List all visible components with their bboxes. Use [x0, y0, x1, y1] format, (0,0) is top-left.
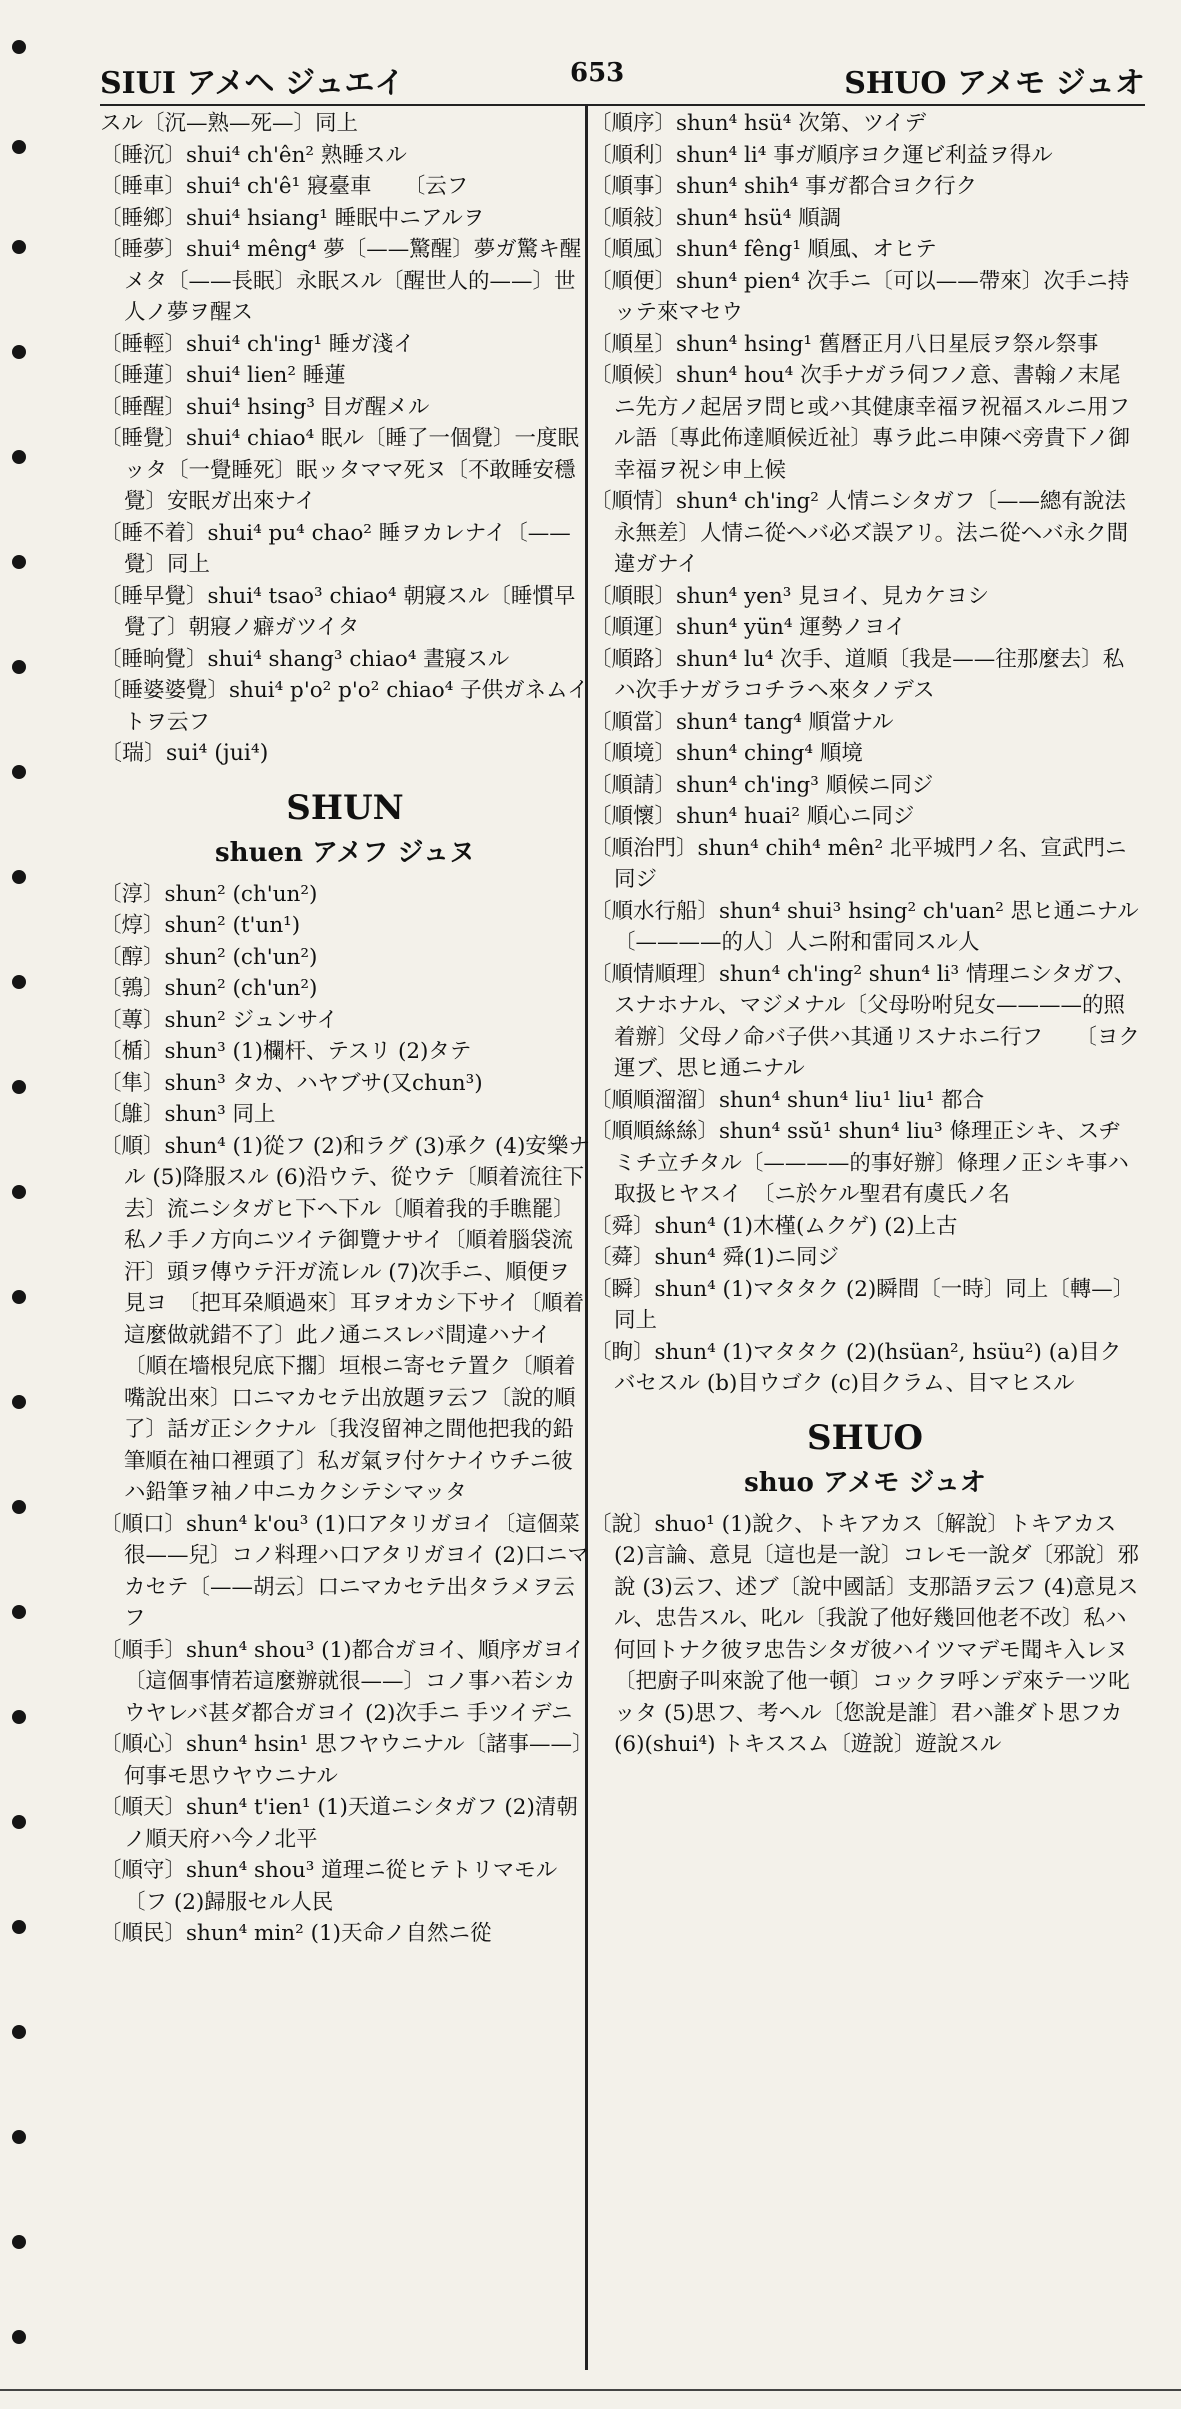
- entry: 〔順順溜溜〕shun⁴ shun⁴ liu¹ liu¹ 都合: [590, 1087, 985, 1113]
- header-right-guide: SHUO アメモ ジュオ: [844, 66, 1145, 101]
- binding-hole: [12, 2235, 26, 2249]
- page-header: [100, 54, 1145, 106]
- binding-hole: [12, 345, 26, 359]
- entry: 〔醇〕shun² (ch'un²): [100, 944, 318, 970]
- entry: 〔順天〕shun⁴ t'ien¹ (1)天道ニシタガフ (2)清朝ノ順天府ハ今ノ北平: [100, 1795, 578, 1852]
- entry: 〔淳〕shun² (ch'un²): [100, 881, 318, 907]
- bottom-edge-line: [0, 2389, 1181, 2391]
- section-subheading-shuo: shuo アメモ ジュオ: [744, 1467, 986, 1498]
- entry: 〔順順絲絲〕shun⁴ ssŭ¹ shun⁴ liu³ 條理正シキ、スヂミチ立チタル〔————的事好辦〕條理ノ正シキ事ハ取扱ヒヤスイ 〔ニ於ケル聖君有虞氏ノ名: [590, 1119, 1129, 1207]
- entry: 〔順便〕shun⁴ pien⁴ 次手ニ〔可以——帶來〕次手ニ持ッテ來マセウ: [590, 268, 1130, 325]
- entry: 〔順情〕shun⁴ ch'ing² 人情ニシタガフ〔——總有說法永無差〕人情ニ從ヘバ必ズ誤アリ。法ニ從ヘバ永ク間違ガナイ: [590, 489, 1129, 577]
- binding-hole: [12, 765, 26, 779]
- header-left-guide: SIUI アメヘ ジュエイ: [100, 66, 405, 101]
- entry: 〔順序〕shun⁴ hsü⁴ 次第、ツイデ: [590, 111, 927, 136]
- entry: 〔舜〕shun⁴ (1)木槿(ムクゲ) (2)上古: [590, 1213, 958, 1239]
- entry: 〔順風〕shun⁴ fêng¹ 順風、オヒテ: [590, 237, 937, 262]
- entry: 〔瞬〕shun⁴ (1)マタタク (2)瞬間〔一時〕同上〔轉—〕同上: [590, 1276, 1135, 1333]
- right-column: [590, 108, 1140, 2369]
- entry: 〔鵻〕shun³ 同上: [100, 1102, 276, 1127]
- entry: 〔隼〕shun³ タカ、ハヤブサ(又chun³): [100, 1070, 483, 1096]
- entry: 〔睡婆婆覺〕shui⁴ p'o² p'o² chiao⁴ 子供ガネムイトヲ云フ: [100, 678, 589, 735]
- entry: 〔說〕shuo¹ (1)說ク、トキアカス〔解說〕トキアカス (2)言論、意見〔這也是一說〕コレモ一說ダ〔邪說〕邪說 (3)云フ、述ブ〔說中國話〕支那語ヲ云フ (4)意見スル、忠告スル、叱ル〔我說了他好幾回他老不改〕私ハ何回トナク彼ヲ忠告シタガ彼ハイツマデモ聞キ入レヌ〔把廚子叫來說了他一頓〕コックヲ呼ンデ來テ一ツ叱ッタ (5)思フ、考ヘル〔您說是誰〕君ハ誰ダト思フカ (6)(shui⁴) トキススム〔遊說〕遊說スル: [590, 1511, 1139, 1757]
- binding-hole: [12, 660, 26, 674]
- entry: 〔睡早覺〕shui⁴ tsao³ chiao⁴ 朝寢スル〔睡慣早覺了〕朝寢ノ癖ガツイタ: [100, 583, 576, 640]
- binding-hole: [12, 1290, 26, 1304]
- entry: 〔順事〕shun⁴ shih⁴ 事ガ都合ヨク行ク: [590, 174, 978, 199]
- binding-hole: [12, 975, 26, 989]
- entry: 〔順運〕shun⁴ yün⁴ 運勢ノヨイ: [590, 615, 907, 640]
- entry: 〔順守〕shun⁴ shou³ 道理ニ從ヒテトリマモル 〔フ (2)歸服セル人民: [100, 1858, 601, 1915]
- entry: 〔順候〕shun⁴ hou⁴ 次手ナガラ伺フノ意、書翰ノ末尾ニ先方ノ起居ヲ問ヒ或ハ其健康幸福ヲ祝福スルニ用フル語〔專此佈達順候近祉〕專ラ此ニ申陳ベ旁貴下ノ御幸福ヲ祝シ申上候: [590, 363, 1131, 483]
- entry: 〔順〕shun⁴ (1)從フ (2)和ラグ (3)承ク (4)安樂ナル (5)降服スル (6)沿ウテ、從ウテ〔順着流往下去〕流ニシタガヒ下ヘ下ル〔順着我的手瞧罷〕私ノ手ノ方向ニツイテ御覽ナサイ〔順着腦袋流汗〕頭ヲ傳ウテ汗ガ流レル (7)次手ニ、順便ヲ見ヨ 〔把耳朶順過來〕耳ヲオカシ下サイ〔順着這麼做就錯不了〕此ノ通ニスレバ間違ハナイ〔順在墻根兒底下擱〕垣根ニ寄セテ置ク〔順着嘴說出來〕口ニマカセテ出放題ヲ云フ〔說的順了〕話ガ正シクナル〔我沒留神之間他把我的鉛筆順在袖口裡頭了〕私ガ氣ヲ付ケナイウチニ彼ハ鉛筆ヲ袖ノ中ニカクシテシマッタ: [100, 1133, 590, 1505]
- entry: 〔睡覺〕shui⁴ chiao⁴ 眠ル〔睡了一個覺〕一度眠ッタ〔一覺睡死〕眠ッタママ死ヌ〔不敢睡安穩覺〕安眠ガ出來ナイ: [100, 426, 580, 514]
- binding-hole: [12, 1605, 26, 1619]
- entry: 〔順懷〕shun⁴ huai² 順心ニ同ジ: [590, 804, 915, 829]
- binding-hole: [12, 870, 26, 884]
- entry: 〔睡夢〕shui⁴ mêng⁴ 夢〔——驚醒〕夢ガ驚キ醒メタ〔——長眠〕永眠スル〔醒世人的——〕世人ノ夢ヲ醒ス: [100, 237, 582, 325]
- binding-hole: [12, 1395, 26, 1409]
- entry: 〔順眼〕shun⁴ yen³ 見ヨイ、見カケヨシ: [590, 583, 990, 609]
- binding-hole: [12, 1185, 26, 1199]
- entry: 〔順利〕shun⁴ li⁴ 事ガ順序ヨク運ビ利益ヲ得ル: [590, 142, 1053, 168]
- entry: 〔瑞〕sui⁴ (jui⁴): [100, 741, 269, 766]
- entry: 〔眴〕shun⁴ (1)マタタク (2)(hsüan², hsüu²) (a)目クバセスル (b)目ウゴク (c)目クラム、目マヒスル: [590, 1339, 1122, 1396]
- entry: 〔順手〕shun⁴ shou³ (1)都合ガヨイ、順序ガヨイ〔這個事情若這麼辦就很——〕コノ事ハ若シカウヤレバ甚ダ都合ガヨイ (2)次手ニ 手ツイデニ: [100, 1637, 585, 1726]
- entry: 〔順境〕shun⁴ ching⁴ 順境: [590, 741, 863, 766]
- left-column: [100, 108, 601, 2369]
- entry: 〔順口〕shun⁴ k'ou³ (1)口アタリガヨイ〔這個菜很——兒〕コノ料理ハ口アタリガヨイ (2)口ニマカセテ〔——胡云〕口ニマカセテ出タラメヲ云フ: [100, 1511, 589, 1631]
- entry: 〔順民〕shun⁴ min² (1)天命ノ自然ニ從: [100, 1921, 492, 1946]
- binding-hole: [12, 1920, 26, 1934]
- entry: 〔楯〕shun³ (1)欄杆、テスリ (2)タテ: [100, 1039, 472, 1064]
- binding-hole: [12, 1080, 26, 1094]
- binding-hole: [12, 2330, 26, 2344]
- section-heading-shun: SHUN: [286, 787, 404, 828]
- entry: 〔順水行船〕shun⁴ shui³ hsing² ch'uan² 思ヒ通ニナル〔————的人〕人ニ附和雷同スル人: [590, 898, 1139, 955]
- entry: 〔焞〕shun² (t'un¹): [100, 913, 301, 938]
- entry: 〔睡鄉〕shui⁴ hsiang¹ 睡眠中ニアルヲ: [100, 205, 485, 231]
- binding-hole: [12, 40, 26, 54]
- entry: 〔睡不着〕shui⁴ pu⁴ chao² 睡ヲカレナイ〔——覺〕同上: [100, 520, 571, 577]
- entry: 〔順星〕shun⁴ hsing¹ 舊曆正月八日星辰ヲ祭ル祭事: [590, 331, 1099, 357]
- entry: 〔順治門〕shun⁴ chih⁴ mên² 北平城門ノ名、宣武門ニ同ジ: [590, 835, 1127, 892]
- section-heading-shuo: SHUO: [807, 1417, 923, 1458]
- page-number: 653: [570, 58, 625, 88]
- binding-hole: [12, 2130, 26, 2144]
- entry: 〔蓴〕shun² ジュンサイ: [100, 1007, 339, 1033]
- entry: 〔順情順理〕shun⁴ ch'ing² shun⁴ li³ 情理ニシタガフ、スナホナル、マジメナル〔父母吩咐兒女————的照着辦〕父母ノ命バ子供ハ其通リスナホニ行フ 〔ヨク運ブ、思ヒ通ニナル: [590, 961, 1140, 1081]
- entry: 〔順路〕shun⁴ lu⁴ 次手、道順〔我是——往那麼去〕私ハ次手ナガラコチラヘ來タノデス: [590, 646, 1125, 703]
- entry: 〔蕣〕shun⁴ 舜(1)ニ同ジ: [590, 1245, 839, 1270]
- entry: 〔順心〕shun⁴ hsin¹ 思フヤウニナル〔諸事——〕何事モ思ウヤウニナル: [100, 1732, 583, 1789]
- binding-hole: [12, 1710, 26, 1724]
- binding-hole: [12, 140, 26, 154]
- entry: 〔睡醒〕shui⁴ hsing³ 目ガ醒メル: [100, 394, 430, 420]
- binding-hole: [12, 240, 26, 254]
- binding-hole: [12, 1500, 26, 1514]
- section-subheading-shun: shuen アメフ ジュヌ: [215, 837, 475, 868]
- entry: 〔睡晌覺〕shui⁴ shang³ chiao⁴ 晝寢スル: [100, 646, 510, 672]
- entry: 〔睡輕〕shui⁴ ch'ing¹ 睡ガ淺イ: [100, 331, 415, 357]
- entry: 〔睡沉〕shui⁴ ch'ên² 熟睡スル: [100, 142, 407, 168]
- binding-hole: [12, 450, 26, 464]
- entry: 〔順請〕shun⁴ ch'ing³ 順候ニ同ジ: [590, 772, 934, 798]
- entry: 〔睡蓮〕shui⁴ lien² 睡蓮: [100, 363, 346, 388]
- binding-hole: [12, 555, 26, 569]
- entry: 〔順當〕shun⁴ tang⁴ 順當ナル: [590, 709, 894, 735]
- binding-hole: [12, 1815, 26, 1829]
- entry: 〔睡車〕shui⁴ ch'ê¹ 寢臺車 〔云フ: [100, 174, 469, 199]
- entry: 〔順敍〕shun⁴ hsü⁴ 順調: [590, 205, 842, 231]
- entry: スル〔沉—熟—死—〕同上: [100, 111, 359, 136]
- entry: 〔鶉〕shun² (ch'un²): [100, 976, 318, 1001]
- binding-hole: [12, 2025, 26, 2039]
